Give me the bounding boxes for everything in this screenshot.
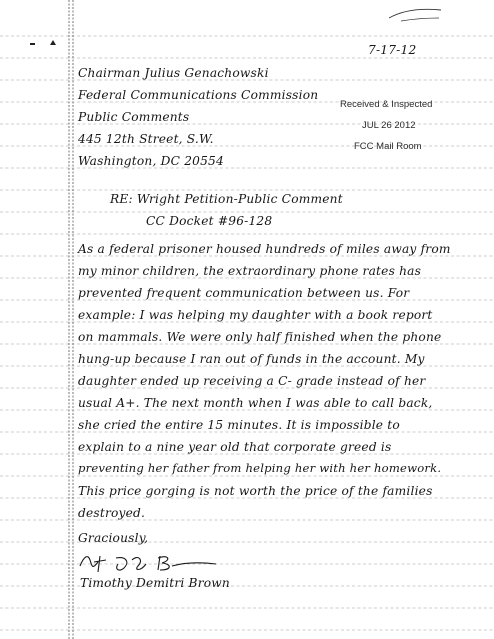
body-line-9: she cried the entire 15 minutes. It is impossible to — [78, 418, 400, 432]
closing: Graciously, — [78, 531, 149, 545]
margin-lines — [69, 0, 73, 639]
body-line-3: prevented frequent communication between us. For — [78, 286, 410, 300]
body-line-13: destroyed. — [78, 506, 146, 520]
address-line-1: Chairman Julius Genachowski — [78, 66, 269, 80]
body-line-1: As a federal prisoner housed hundreds of miles away from — [78, 242, 451, 256]
body-line-7: daughter ended up receiving a C- grade instead of her — [78, 374, 426, 388]
received-stamp-line-1: Received & Inspected — [340, 99, 433, 110]
body-line-2: my minor children, the extraordinary phone rates has — [78, 264, 422, 278]
body-line-5: on mammals. We were only half finished when the phone — [78, 330, 442, 344]
body-line-4: example: I was helping my daughter with a book report — [78, 308, 433, 322]
handwritten-signature — [76, 550, 226, 576]
address-line-2: Federal Communications Commission — [78, 88, 319, 102]
signer-name: Timothy Demitri Brown — [80, 576, 230, 590]
body-line-6: hung-up because I ran out of funds in the account. My — [78, 352, 425, 366]
body-line-8: usual A+. The next month when I was able to call back, — [78, 396, 433, 410]
address-line-3: Public Comments — [78, 110, 190, 124]
body-line-10: explain to a nine year old that corporate greed is — [78, 440, 392, 454]
address-line-5: Washington, DC 20554 — [78, 154, 224, 168]
scan-dot-left — [30, 43, 35, 45]
scan-dot-triangle — [50, 40, 56, 45]
received-stamp-date: JUL 26 2012 — [362, 120, 416, 131]
subject-line-1: RE: Wright Petition-Public Comment — [110, 192, 343, 206]
letter-date: 7-17-12 — [368, 43, 417, 57]
subject-line-2: CC Docket #96-128 — [146, 214, 273, 228]
received-stamp-line-3: FCC Mail Room — [354, 141, 422, 152]
scribble-mark — [385, 6, 445, 24]
body-line-11: preventing her father from helping her with her homework. — [78, 461, 442, 475]
address-line-4: 445 12th Street, S.W. — [78, 132, 214, 146]
body-line-12: This price gorging is not worth the price of the families — [78, 484, 433, 498]
